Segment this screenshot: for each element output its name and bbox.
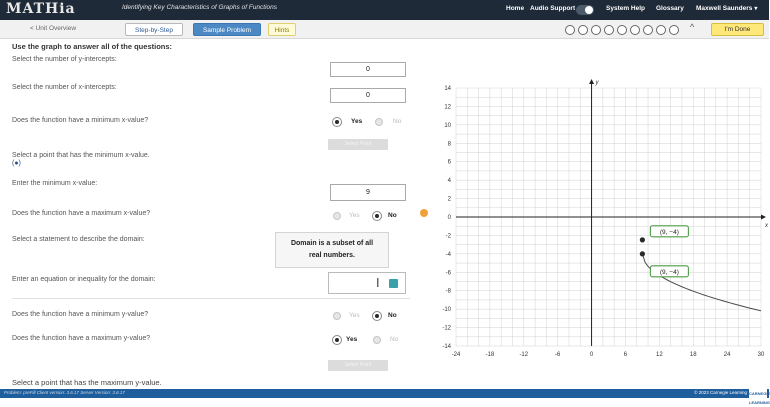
y-tick-label: -14 xyxy=(442,344,451,350)
progress-step-dot xyxy=(591,25,601,35)
top-navigation-bar xyxy=(0,0,769,20)
max-y-question-label: Does the function have a maximum y-value? xyxy=(12,335,151,342)
x-axis-arrow-icon xyxy=(761,215,766,220)
x-axis-label: x xyxy=(765,223,768,229)
y-tick-label: -12 xyxy=(442,325,451,332)
progress-step-dot xyxy=(604,25,614,35)
chevron-up-icon[interactable]: ^ xyxy=(690,22,695,32)
select-point-button[interactable]: Select Point xyxy=(328,139,388,150)
y-tick-label: 2 xyxy=(447,196,451,203)
min-y-question-label: Does the function have a minimum y-value? xyxy=(12,311,149,318)
y-tick-label: 0 xyxy=(447,215,451,221)
progress-step-dot xyxy=(565,25,575,35)
min-x-value-label: Enter the minimum x-value: xyxy=(12,180,98,187)
function-curve xyxy=(642,254,761,311)
min-x-value-input[interactable]: 9 xyxy=(330,184,406,201)
instructions: Use the graph to answer all of the questions: xyxy=(12,42,173,51)
graph-axes xyxy=(456,79,769,346)
y-tick-label: -10 xyxy=(442,307,451,314)
progress-step-dot xyxy=(617,25,627,35)
max-point-prompt: Select a point that has the maximum y-value. xyxy=(12,378,162,387)
max-x-no-label[interactable]: No xyxy=(388,212,397,219)
domain-equation-input[interactable] xyxy=(328,272,406,294)
x-tick-label: 18 xyxy=(689,352,697,358)
max-y-no-radio[interactable] xyxy=(373,336,381,344)
glossary-link[interactable]: Glossary xyxy=(656,5,684,12)
x-tick-label: 6 xyxy=(623,352,628,358)
y-tick-label: 6 xyxy=(447,159,451,166)
x-tick-label: 24 xyxy=(723,352,731,358)
progress-step-dot xyxy=(656,25,666,35)
max-y-yes-radio[interactable] xyxy=(333,336,341,344)
progress-step-dot xyxy=(578,25,588,35)
graph-curve xyxy=(642,254,761,311)
x-tick-label: 12 xyxy=(655,352,663,358)
y-axis-label: y xyxy=(595,80,599,86)
min-y-no-label[interactable]: No xyxy=(388,312,397,319)
text-cursor-icon: I xyxy=(376,276,380,290)
progress-step-dot xyxy=(669,25,679,35)
tab-sample-problem[interactable]: Sample Problem xyxy=(193,23,261,36)
domain-statement-label: Select a statement to describe the domain: xyxy=(12,236,145,243)
progress-step-dot xyxy=(643,25,653,35)
domain-statement-dropdown[interactable] xyxy=(275,232,389,268)
y-intercepts-label: Select the number of y-intercepts: xyxy=(12,56,117,63)
min-y-yes-label[interactable]: Yes xyxy=(349,312,360,319)
min-x-question-label: Does the function have a minimum x-value? xyxy=(12,117,149,124)
min-y-yes-radio[interactable] xyxy=(333,312,341,320)
user-menu[interactable] xyxy=(696,5,757,12)
user-name: Maxwell Saunders xyxy=(696,5,753,12)
min-x-no-radio[interactable] xyxy=(375,118,383,126)
problem-toolbar xyxy=(0,20,769,39)
equation-editor-icon[interactable] xyxy=(389,279,398,288)
y-axis-arrow-icon xyxy=(589,79,594,84)
y-tick-label: -2 xyxy=(445,233,451,240)
chevron-down-icon: ▾ xyxy=(754,6,758,12)
max-y-no-label[interactable]: No xyxy=(390,336,399,343)
point-label: (9, −4) xyxy=(659,228,679,236)
min-point-label: Select a point that has the minimum x-value. xyxy=(12,152,150,159)
min-x-yes-radio[interactable] xyxy=(333,118,341,126)
mathia-logo: MATHia xyxy=(6,1,76,17)
unit-overview-link[interactable]: < Unit Overview xyxy=(30,25,77,32)
x-tick-label: 30 xyxy=(757,352,765,358)
y-tick-label: -8 xyxy=(445,288,451,295)
tab-hints[interactable]: Hints xyxy=(268,23,296,36)
max-x-no-radio[interactable] xyxy=(373,212,381,220)
y-tick-label: 14 xyxy=(444,86,451,92)
plotted-point xyxy=(640,251,645,256)
select-point-button-2[interactable]: Select Point xyxy=(328,360,388,371)
plotted-point xyxy=(640,237,645,242)
audio-support-link[interactable]: Audio Support xyxy=(530,5,576,12)
y-tick-label: -4 xyxy=(445,251,451,258)
version-info: Problem: preFill Client version: 3.6.17 Server Version: 3.6.17 xyxy=(4,390,125,395)
system-help-link[interactable]: System Help xyxy=(606,5,646,12)
x-tick-label: -12 xyxy=(519,352,529,358)
x-intercepts-dropdown[interactable]: 0 xyxy=(330,88,406,103)
y-intercepts-dropdown[interactable]: 0 xyxy=(330,62,406,77)
max-y-yes-label[interactable]: Yes xyxy=(346,336,358,343)
y-tick-label: 8 xyxy=(447,141,451,148)
point-label: (9, −4) xyxy=(659,268,679,276)
x-tick-label: -24 xyxy=(451,352,461,358)
min-x-yes-label[interactable]: Yes xyxy=(351,118,363,125)
progress-step-dot xyxy=(630,25,640,35)
copyright: © 2023 Carnegie Learning xyxy=(694,390,747,395)
carnegie-learning-logo: CARNEGIE LEARNING xyxy=(749,391,770,405)
max-x-yes-label[interactable]: Yes xyxy=(349,212,360,219)
x-tick-label: -6 xyxy=(554,352,561,358)
graph-tick-labels xyxy=(442,86,765,358)
selected-point-indicator: (●) xyxy=(12,160,21,167)
tab-step-by-step[interactable]: Step-by-Step xyxy=(125,23,183,36)
coordinate-graph[interactable] xyxy=(436,76,766,366)
max-x-yes-radio[interactable] xyxy=(333,212,341,220)
y-tick-label: 4 xyxy=(447,178,451,185)
status-dot xyxy=(420,209,428,217)
max-x-question-label: Does the function have a maximum x-value? xyxy=(12,210,151,217)
y-tick-label: -6 xyxy=(445,270,451,277)
done-button[interactable]: I'm Done xyxy=(711,23,764,36)
x-intercepts-label: Select the number of x-intercepts: xyxy=(12,84,117,91)
section-divider xyxy=(12,298,410,299)
x-tick-label: 0 xyxy=(589,352,594,358)
y-tick-label: 12 xyxy=(444,104,451,111)
x-tick-label: -18 xyxy=(485,352,495,358)
min-y-no-radio[interactable] xyxy=(373,312,381,320)
domain-statement-line-1: Domain is a subset of all xyxy=(290,240,374,247)
min-x-no-label[interactable]: No xyxy=(393,118,402,125)
audio-support-toggle[interactable] xyxy=(576,5,594,15)
footer-bar xyxy=(0,389,770,405)
domain-equation-label: Enter an equation or inequality for the domain: xyxy=(12,276,156,283)
lesson-title: Identifying Key Characteristics of Graphs of Functions xyxy=(122,4,277,11)
y-tick-label: 10 xyxy=(444,122,451,129)
domain-statement-line-2: real numbers. xyxy=(309,252,355,259)
graph-points[interactable] xyxy=(640,226,689,277)
home-link[interactable]: Home xyxy=(506,5,525,12)
